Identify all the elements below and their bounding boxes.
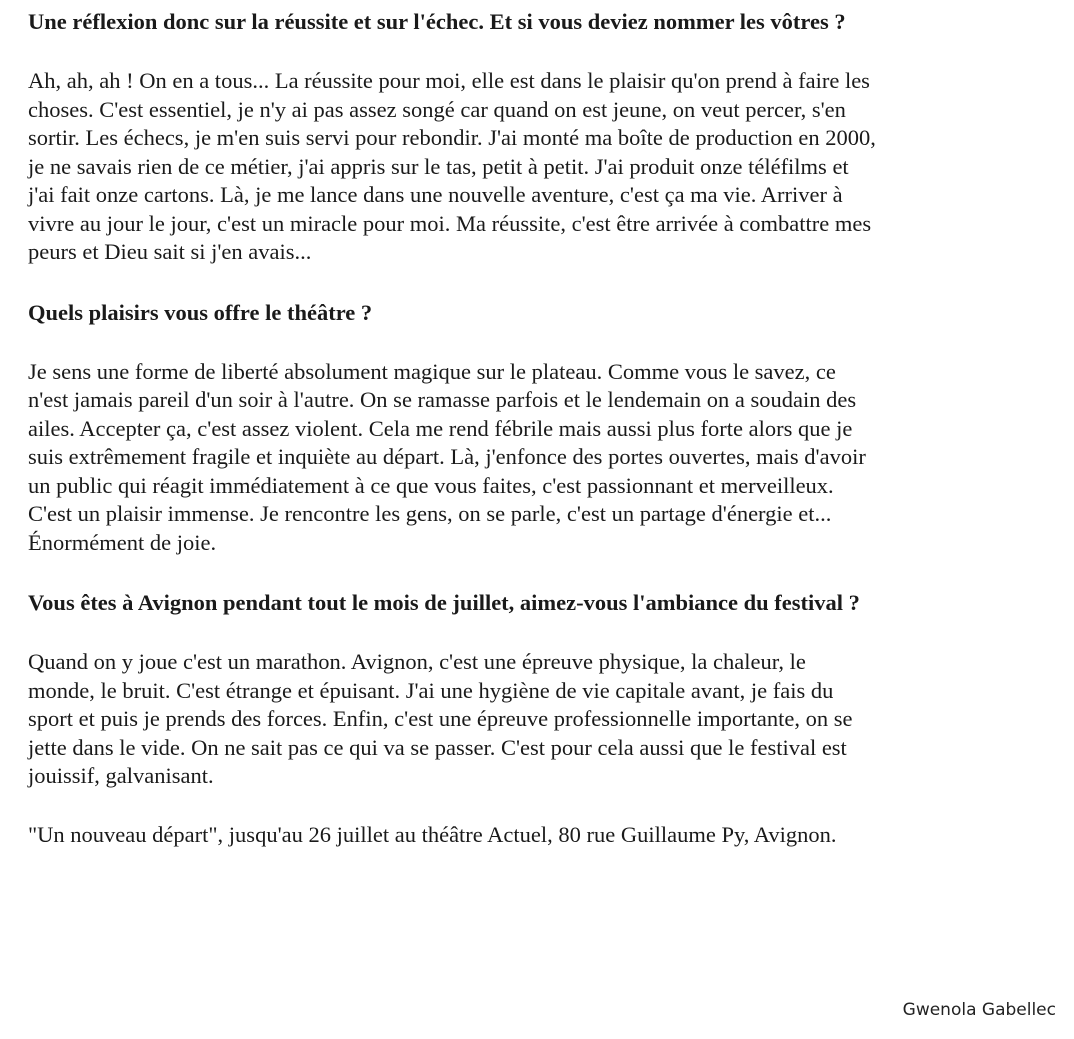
answer-line: peurs et Dieu sait si j'en avais... [28,239,312,264]
answer-line: jouissif, galvanisant. [28,763,214,788]
answer-line: jette dans le vide. On ne sait pas ce qui va se passer. C'est pour cela aussi que le festival est [28,734,847,760]
answer-line: choses. C'est essentiel, je n'y ai pas assez songé car quand on est jeune, on veut percer, s'en [28,96,846,122]
answer-1 [28,67,1058,267]
author-signature: Gwenola Gabellec [902,1000,1056,1020]
answer-line: vivre au jour le jour, c'est un miracle pour moi. Ma réussite, c'est être arrivée à combattre mes [28,210,872,236]
show-info-text: "Un nouveau départ", jusqu'au 26 juillet au théâtre Actuel, 80 rue Guillaume Py, Avignon. [28,821,837,847]
answer-3 [28,648,1058,791]
question-2: Quels plaisirs vous offre le théâtre ? [28,299,373,325]
answer-line: je ne savais rien de ce métier, j'ai appris sur le tas, petit à petit. J'ai produit onze téléfilms et [28,153,849,179]
answer-line: suis extrêmement fragile et inquiète au départ. Là, j'enfonce des portes ouvertes, mais d'avoir [28,444,866,469]
answer-2 [28,358,1058,558]
answer-line: sortir. Les échecs, je m'en suis servi pour rebondir. J'ai monté ma boîte de production en 2000, [28,125,876,150]
show-info-line [28,821,1058,850]
answer-line: Ah, ah, ah ! On en a tous... La réussite pour moi, elle est dans le plaisir qu'on prend à faire les [28,68,870,93]
question-1: Une réflexion donc sur la réussite et sur l'échec. Et si vous deviez nommer les vôtres ? [28,9,846,34]
answer-line: un public qui réagit immédiatement à ce que vous faites, c'est passionnant et merveilleux. [28,472,834,498]
answer-line: Je sens une forme de liberté absolument magique sur le plateau. Comme vous le savez, ce [28,358,836,384]
answer-line: ailes. Accepter ça, c'est assez violent. Cela me rend fébrile mais aussi plus forte alors que je [28,415,853,441]
answer-line: Quand on y joue c'est un marathon. Avignon, c'est une épreuve physique, la chaleur, le [28,649,806,674]
question-3: Vous êtes à Avignon pendant tout le mois de juillet, aimez-vous l'ambiance du festival ? [28,590,860,615]
answer-line: sport et puis je prends des forces. Enfin, c'est une épreuve professionnelle importante, on se [28,706,853,731]
answer-line: C'est un plaisir immense. Je rencontre les gens, on se parle, c'est un partage d'énergie et... [28,501,832,526]
answer-line: n'est jamais pareil d'un soir à l'autre. On se ramasse parfois et le lendemain on a soudain des [28,387,857,412]
answer-line: Énormément de joie. [28,529,217,555]
interview-document [28,6,1058,849]
answer-line: monde, le bruit. C'est étrange et épuisant. J'ai une hygiène de vie capitale avant, je fais du [28,677,834,703]
answer-line: j'ai fait onze cartons. Là, je me lance dans une nouvelle aventure, c'est ça ma vie. Arriver à [28,182,843,207]
